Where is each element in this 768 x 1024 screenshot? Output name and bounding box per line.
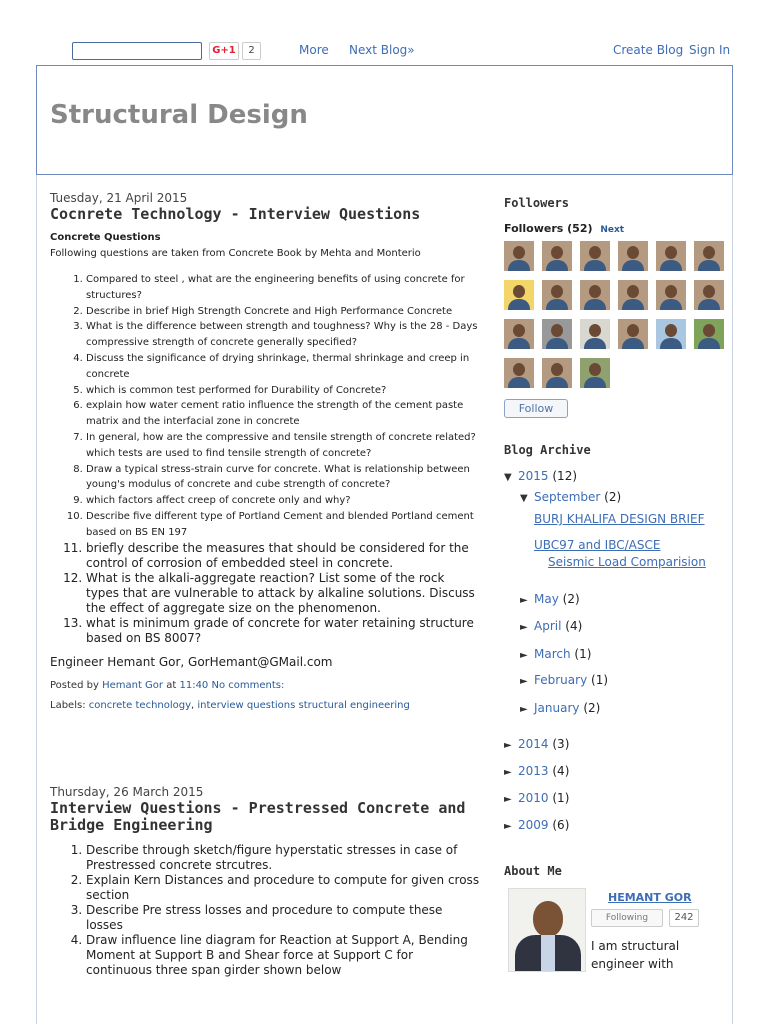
about-title: About Me <box>504 864 562 878</box>
collapsed-triangle-icon[interactable]: ► <box>520 704 528 715</box>
follower-avatar[interactable] <box>542 241 572 271</box>
collapsed-triangle-icon[interactable]: ► <box>520 650 528 661</box>
archive-year-2013[interactable] <box>504 764 569 778</box>
archive-month-may[interactable] <box>520 592 580 606</box>
archive-count: (4) <box>552 764 570 778</box>
blog-archive-widget <box>504 443 724 843</box>
timestamp-link[interactable]: 11:40 <box>179 679 209 691</box>
profile-name-link[interactable]: HEMANT GOR <box>608 891 692 904</box>
followers-count-label: Followers (52) <box>504 222 593 235</box>
more-link[interactable]: More <box>299 43 329 57</box>
list-item: 6. explain how water cement ratio influence the strength of the cement paste matrix and the interfacial zone in concrete <box>86 398 480 430</box>
collapsed-triangle-icon[interactable]: ► <box>504 794 512 805</box>
expanded-triangle-icon[interactable]: ▼ <box>520 493 528 504</box>
archive-post-link[interactable]: BURJ KHALIFA DESIGN BRIEF <box>534 512 705 526</box>
list-item: 13. what is minimum grade of concrete for water retaining structure based on BS 8007? <box>86 616 480 646</box>
archive-post-link[interactable]: Seismic Load Comparision <box>548 555 706 569</box>
list-item: 8. Draw a typical stress-strain curve for concrete. What is relationship between young's modulus of concrete and cube strength of concrete? <box>86 462 480 494</box>
about-text: I am structural engineer with <box>591 939 680 971</box>
blog-title[interactable]: Structural Design <box>50 100 308 130</box>
archive-post-item[interactable] <box>534 511 705 528</box>
archive-month-link[interactable]: April <box>534 619 562 633</box>
archive-year-link[interactable]: 2014 <box>518 737 549 751</box>
followers-title: Followers <box>504 196 570 210</box>
labels-label: Labels: <box>50 699 86 711</box>
blog-header <box>36 65 733 175</box>
follower-avatar[interactable] <box>504 241 534 271</box>
question-list <box>50 843 480 978</box>
archive-count: (2) <box>562 592 580 606</box>
author-link[interactable]: Hemant Gor <box>102 679 164 691</box>
collapsed-triangle-icon[interactable]: ► <box>504 767 512 778</box>
list-item: 1. Compared to steel , what are the engineering benefits of using concrete for structures? <box>86 272 480 304</box>
archive-month-march[interactable] <box>520 647 591 661</box>
comments-link[interactable]: No comments: <box>211 679 285 691</box>
expanded-triangle-icon[interactable]: ▼ <box>504 472 512 483</box>
create-blog-link[interactable]: Create Blog <box>613 43 684 57</box>
follower-avatar[interactable] <box>504 319 534 349</box>
list-item: 5. which is common test performed for Durability of Concrete? <box>86 383 480 399</box>
collapsed-triangle-icon[interactable]: ► <box>520 622 528 633</box>
post-title[interactable]: Interview Questions - Prestressed Concrete and Bridge Engineering <box>50 799 466 834</box>
list-item: 9. which factors affect creep of concrete only and why? <box>86 493 480 509</box>
post-date: Thursday, 26 March 2015 <box>50 785 204 799</box>
archive-count: (1) <box>591 673 609 687</box>
archive-year-2014[interactable] <box>504 737 569 751</box>
follower-avatar[interactable] <box>580 241 610 271</box>
navbar-search-input[interactable] <box>72 42 202 60</box>
follower-avatar[interactable] <box>504 280 534 310</box>
post-1 <box>50 190 480 713</box>
archive-count: (1) <box>574 647 592 661</box>
archive-month-link[interactable]: January <box>534 701 580 715</box>
archive-year-link[interactable]: 2015 <box>518 469 549 483</box>
follower-avatar[interactable] <box>542 280 572 310</box>
follower-avatar[interactable] <box>694 280 724 310</box>
archive-year-link[interactable]: 2009 <box>518 818 549 832</box>
archive-month-february[interactable] <box>520 673 608 687</box>
follower-avatar[interactable] <box>656 241 686 271</box>
profile-photo[interactable] <box>508 888 586 972</box>
collapsed-triangle-icon[interactable]: ► <box>520 595 528 606</box>
post-date: Tuesday, 21 April 2015 <box>50 191 188 205</box>
list-item: 2. Explain Kern Distances and procedure to compute for given cross section <box>86 873 480 903</box>
follower-avatar[interactable] <box>542 358 572 388</box>
archive-year-link[interactable]: 2013 <box>518 764 549 778</box>
archive-year-2009[interactable] <box>504 818 569 832</box>
posted-by-label: Posted by <box>50 679 99 691</box>
post-footer <box>50 679 480 693</box>
follower-avatar[interactable] <box>618 280 648 310</box>
at-label: at <box>166 679 177 691</box>
follow-button[interactable]: Follow <box>504 399 568 418</box>
archive-month-september[interactable] <box>520 490 621 504</box>
list-item: 4. Discuss the significance of drying shrinkage, thermal shrinkage and creep in concrete <box>86 351 480 383</box>
followers-widget <box>504 196 724 418</box>
question-list <box>50 272 480 646</box>
follower-avatar[interactable] <box>656 280 686 310</box>
follower-avatar[interactable] <box>618 241 648 271</box>
archive-count: (3) <box>552 737 570 751</box>
collapsed-triangle-icon[interactable]: ► <box>520 676 528 687</box>
follower-avatar[interactable] <box>694 319 724 349</box>
archive-year-2010[interactable] <box>504 791 569 805</box>
follower-avatar[interactable] <box>618 319 648 349</box>
archive-count: (1) <box>552 791 570 805</box>
follower-avatar[interactable] <box>580 358 610 388</box>
archive-month-link[interactable]: May <box>534 592 559 606</box>
archive-month-april[interactable] <box>520 619 582 633</box>
archive-post-link[interactable]: UBC97 and IBC/ASCE <box>534 538 661 552</box>
follower-avatar[interactable] <box>542 319 572 349</box>
archive-year-link[interactable]: 2010 <box>518 791 549 805</box>
next-blog-link[interactable]: Next Blog» <box>349 43 415 57</box>
list-item: 2. Describe in brief High Strength Concrete and High Performance Concrete <box>86 304 480 320</box>
list-item: 3. Describe Pre stress losses and procedure to compute these losses <box>86 903 480 933</box>
following-button[interactable]: Following <box>591 909 663 927</box>
list-item: 12. What is the alkali-aggregate reaction? List some of the rock types that are vulnerable to attack by alkaline solutions. Discuss the effect of aggregate size on the phenomenon. <box>86 571 480 616</box>
list-item: 10. Describe five different type of Portland Cement and blended Portland cement based on BS EN 197 <box>86 509 480 541</box>
list-item: 11. briefly describe the measures that should be considered for the control of corrosion of embedded steel in concrete. <box>86 541 480 571</box>
follower-avatar[interactable] <box>580 319 610 349</box>
archive-count: (4) <box>565 619 583 633</box>
archive-year-2015[interactable] <box>504 469 577 483</box>
list-item: 7. In general, how are the compressive and tensile strength of concrete related? which tests are used to find tensile strength of concrete? <box>86 430 480 462</box>
follower-avatar[interactable] <box>580 280 610 310</box>
archive-month-january[interactable] <box>520 701 600 715</box>
section-heading: Concrete Questions <box>50 232 161 243</box>
archive-month-link[interactable]: September <box>534 490 601 504</box>
archive-month-link[interactable]: February <box>534 673 588 687</box>
follower-avatar[interactable] <box>694 241 724 271</box>
list-item: 3. What is the difference between strength and toughness? Why is the 28 - Days compressive strength of concrete generally specified? <box>86 319 480 351</box>
post-intro: Following questions are taken from Concrete Book by Mehta and Monterio <box>50 248 421 259</box>
list-item: 4. Draw influence line diagram for Reaction at Support A, Bending Moment at Support B and Shear force at Support C for continuous three span girder shown below <box>86 933 480 978</box>
follower-avatar[interactable] <box>656 319 686 349</box>
followers-next-link[interactable]: Next <box>600 225 625 235</box>
sign-in-link[interactable]: Sign In <box>689 43 731 57</box>
follower-avatar-grid <box>504 241 724 388</box>
label-link[interactable]: concrete technology <box>88 699 192 711</box>
follower-avatar[interactable] <box>504 358 534 388</box>
followers-count <box>504 222 724 235</box>
archive-post-item[interactable] <box>534 537 706 571</box>
blogger-navbar <box>0 36 768 64</box>
google-plus-button[interactable]: G+1 <box>209 42 239 60</box>
archive-count: (6) <box>552 818 570 832</box>
list-item: 1. Describe through sketch/figure hyperstatic stresses in case of Prestressed concrete strcutres. <box>86 843 480 873</box>
post-title[interactable]: Cocnrete Technology - Interview Questions <box>50 205 421 223</box>
archive-month-link[interactable]: March <box>534 647 571 661</box>
collapsed-triangle-icon[interactable]: ► <box>504 821 512 832</box>
archive-count: (2) <box>604 490 622 504</box>
archive-count: (12) <box>552 469 578 483</box>
about-me-widget <box>504 864 724 971</box>
post-2 <box>50 784 480 978</box>
post-signature: Engineer Hemant Gor, GorHemant@GMail.com <box>50 654 333 669</box>
following-count: 242 <box>669 909 699 927</box>
google-plus-count: 2 <box>242 42 261 60</box>
post-labels: Labels: concrete technology, interview questions structural engineering <box>50 699 410 711</box>
label-link[interactable]: interview questions structural engineering <box>197 699 410 711</box>
collapsed-triangle-icon[interactable]: ► <box>504 740 512 751</box>
archive-count: (2) <box>583 701 601 715</box>
archive-title: Blog Archive <box>504 443 591 457</box>
